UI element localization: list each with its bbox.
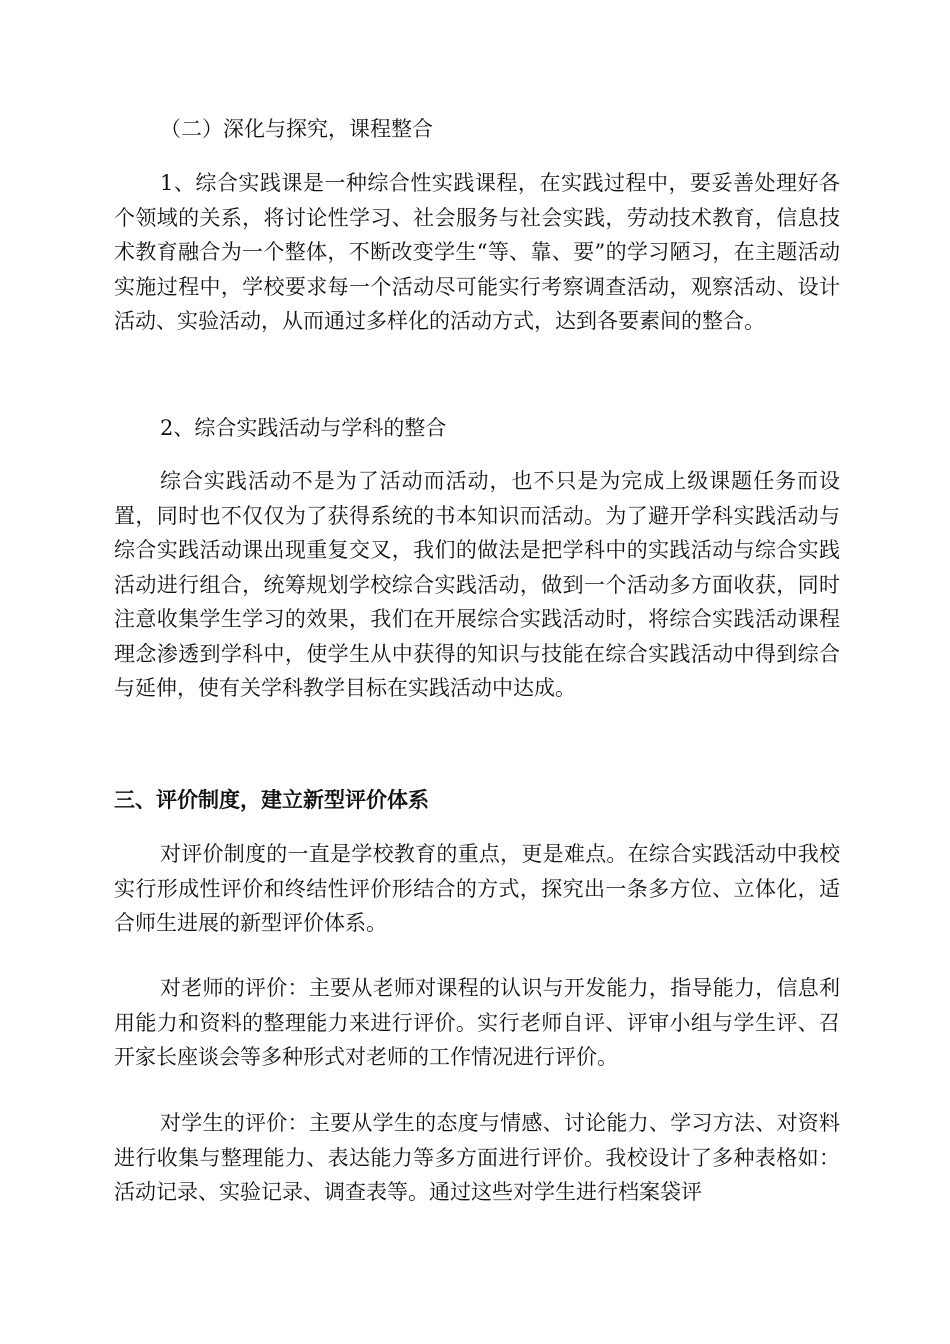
paragraph-teacher-evaluation: 对老师的评价：主要从老师对课程的认识与开发能力，指导能力，信息利用能力和资料的整理能力来进行评价。实行老师自评、评审小组与学生评、召开家长座谈会等多种形式对老师的工作情况进行评价。 xyxy=(114,976,840,1069)
subheading-subject-integration: 2、综合实践活动与学科的整合 xyxy=(160,416,447,440)
paragraph-subject-integration: 综合实践活动不是为了活动而活动，也不只是为完成上级课题任务而设置，同时也不仅仅为了获得系统的书本知识而活动。为了避开学科实践活动与综合实践活动课出现重复交叉，我们的做法是把学科中的实践活动与综合实践活动进行组合，统筹规划学校综合实践活动，做到一个活动多方面收获，同时注意收集学生学习的效果，我们在开展综合实践活动时，将综合实践活动课程理念渗透到学科中，使学生从中获得的知识与技能在综合实践活动中得到综合与延伸，使有关学科教学目标在实践活动中达成。 xyxy=(114,469,840,700)
section-heading-evaluation-system: 三、评价制度，建立新型评价体系 xyxy=(114,788,429,812)
paragraph-student-evaluation: 对学生的评价：主要从学生的态度与情感、讨论能力、学习方法、对资料进行收集与整理能力、表达能力等多方面进行评价。我校设计了多种表格如：活动记录、实验记录、调查表等。通过这些对学生进行档案袋评 xyxy=(114,1111,840,1204)
subsection-heading-deepen-integration: （二）深化与探究，课程整合 xyxy=(160,117,433,141)
paragraph-practice-course-integration: 1、综合实践课是一种综合性实践课程，在实践过程中，要妥善处理好各个领域的关系，将讨论性学习、社会服务与社会实践，劳动技术教育，信息技术教育融合为一个整体，不断改变学生“等、靠、要”的学习陋习，在主题活动实施过程中，学校要求每一个活动尽可能实行考察调查活动，观察活动、设计活动、实验活动，从而通过多样化的活动方式，达到各要素间的整合。 xyxy=(114,171,840,333)
paragraph-evaluation-overview: 对评价制度的一直是学校教育的重点，更是难点。在综合实践活动中我校实行形成性评价和终结性评价形结合的方式，探究出一条多方位、立体化，适合师生进展的新型评价体系。 xyxy=(114,842,840,935)
